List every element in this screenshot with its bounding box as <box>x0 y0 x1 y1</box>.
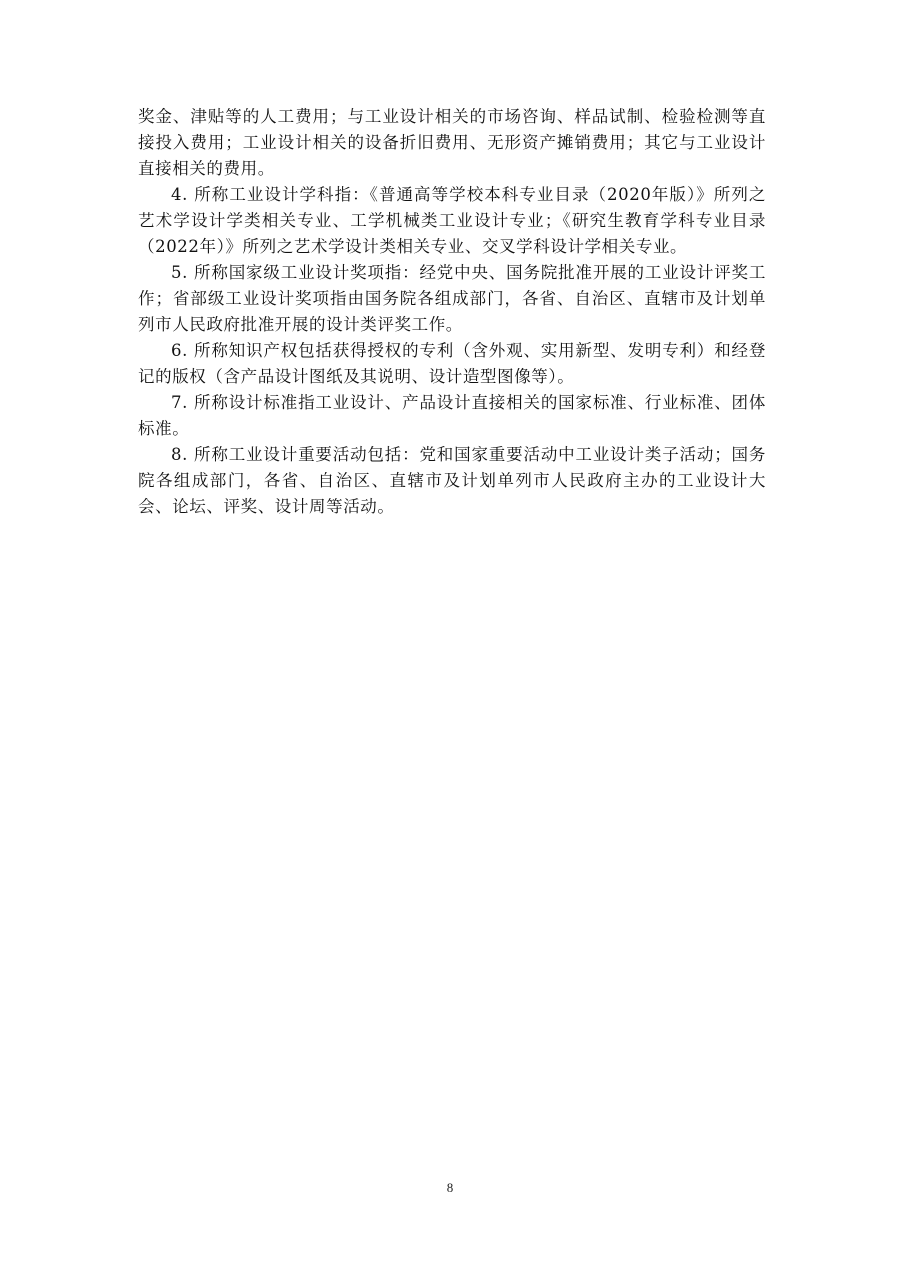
definition-item-4: 4. 所称工业设计学科指：《普通高等学校本科专业目录（2020年版）》所列之艺术学设计学类相关专业、工学机械类工业设计专业；《研究生教育学科专业目录（2022年）》所列之艺术学设计类相关专业、交叉学科设计学相关专业。 <box>138 185 766 256</box>
continuation-paragraph: 奖金、津贴等的人工费用；与工业设计相关的市场咨询、样品试制、检验检测等直接投入费用；工业设计相关的设备折旧费用、无形资产摊销费用；其它与工业设计直接相关的费用。 <box>138 107 766 178</box>
definition-item-7: 7. 所称设计标准指工业设计、产品设计直接相关的国家标准、行业标准、团体标准。 <box>138 393 766 438</box>
definition-item-6: 6. 所称知识产权包括获得授权的专利（含外观、实用新型、发明专利）和经登记的版权（含产品设计图纸及其说明、设计造型图像等）。 <box>138 341 766 386</box>
document-body <box>138 104 766 520</box>
page-number: 8 <box>446 1180 454 1195</box>
definition-item-5: 5. 所称国家级工业设计奖项指：经党中央、国务院批准开展的工业设计评奖工作；省部级工业设计奖项指由国务院各组成部门，各省、自治区、直辖市及计划单列市人民政府批准开展的设计类评奖工作。 <box>138 263 766 334</box>
definition-item-8: 8. 所称工业设计重要活动包括：党和国家重要活动中工业设计类子活动；国务院各组成部门，各省、自治区、直辖市及计划单列市人民政府主办的工业设计大会、论坛、评奖、设计周等活动。 <box>138 445 766 516</box>
